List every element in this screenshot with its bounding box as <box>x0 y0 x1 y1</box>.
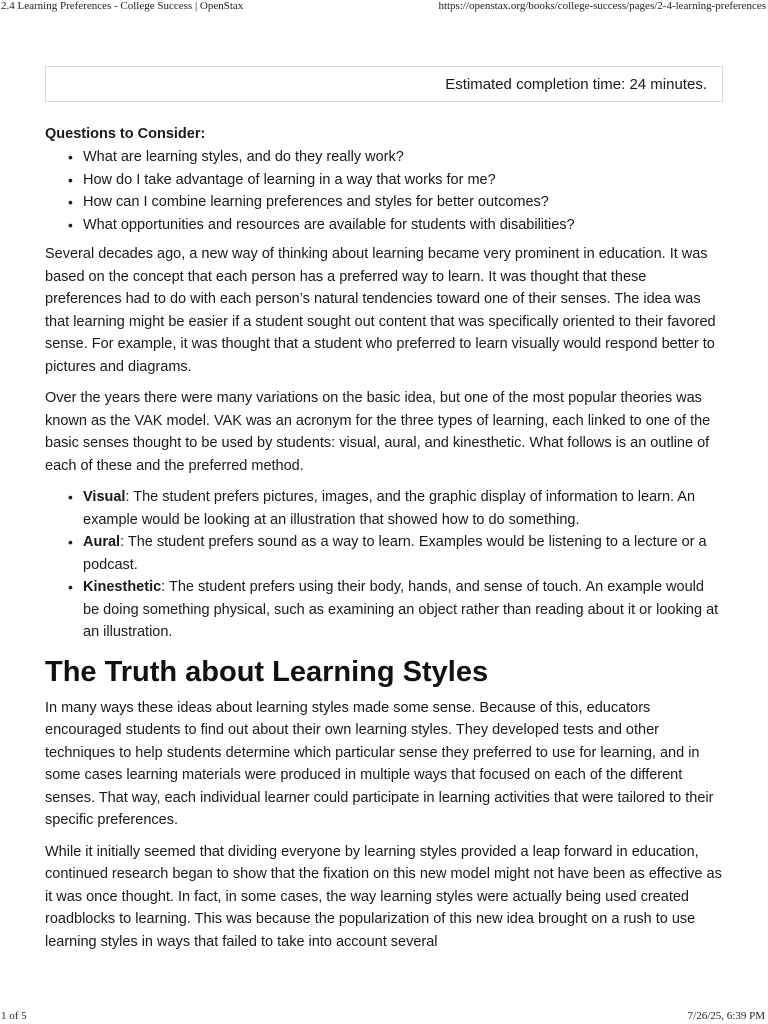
vak-list <box>45 486 723 644</box>
print-footer <box>0 1008 768 1024</box>
bullet-icon: • <box>68 579 73 595</box>
list-item <box>45 486 723 531</box>
questions-heading: Questions to Consider: <box>45 126 206 142</box>
bullet-icon: • <box>68 194 73 210</box>
paragraph-intro: Several decades ago, a new way of thinking about learning became very prominent in education. It was based on the concept that each person has a preferred way to learn. It was thought that these preferences had to do with each person’s natural tendencies toward one of their senses. The idea was that learning might be easier if a student sought out content that was specifically oriented to their favored sense. For example, it was thought that a student who preferred to learn visually would respond better to pictures and diagrams. <box>45 246 716 375</box>
question-text: How can I combine learning preferences and styles for better outcomes? <box>83 194 549 210</box>
vak-description: : The student prefers pictures, images, and the graphic display of information to learn. An example would be looking at an illustration that showed how to do something. <box>83 489 696 528</box>
paragraph-vak-model: Over the years there were many variations on the basic idea, but one of the most popular theories was known as the VAK model. VAK was an acronym for the three types of learning, each linked to one of the basic senses thought to be used by students: visual, aural, and kinesthetic. What follows is an outline of each of these and the preferred method. <box>45 390 711 474</box>
print-header-url: https://openstax.org/books/college-success/pages/2-4-learning-preferences <box>438 0 766 12</box>
question-text: How do I take advantage of learning in a way that works for me? <box>83 171 496 188</box>
paragraph-research: While it initially seemed that dividing everyone by learning styles provided a leap forward in education, continued research began to show that the fixation on this new model might not have been as effective as it was once thought. In fact, in some cases, the way learning styles were actually being used created roadblocks to learning. This was because the popularization of this new idea brought on a rush to use learning styles in ways that failed to take into account several <box>45 843 722 950</box>
list-item <box>45 146 723 169</box>
print-header-title: 2.4 Learning Preferences - College Success | OpenStax <box>1 0 244 12</box>
vak-term: Kinesthetic <box>83 579 162 595</box>
list-item <box>45 576 723 644</box>
list-item <box>45 169 723 192</box>
vak-description: : The student prefers sound as a way to learn. Examples would be listening to a lecture or a podcast. <box>83 534 707 573</box>
question-text: What opportunities and resources are available for students with disabilities? <box>83 216 575 233</box>
bullet-icon: • <box>68 489 73 505</box>
section-heading: The Truth about Learning Styles <box>45 655 489 688</box>
print-header <box>0 0 768 16</box>
page-number: 1 of 5 <box>1 1010 27 1022</box>
print-date: 7/26/25, 6:39 PM <box>687 1010 765 1022</box>
paragraph-learning-styles: In many ways these ideas about learning styles made some sense. Because of this, educators encouraged students to find out about their own learning styles. They developed tests and other techniques to help students determine which particular sense they preferred to use for learning, and in some cases learning materials were produced in multiple ways that focused on each of the different senses. That way, each individual learner could participate in learning activities that were tailored to their specific preferences. <box>45 699 714 828</box>
bullet-icon: • <box>68 534 73 550</box>
completion-time-box <box>45 66 723 102</box>
vak-term: Visual <box>83 489 126 505</box>
bullet-icon: • <box>68 149 73 165</box>
completion-time-text: Estimated completion time: 24 minutes. <box>445 76 707 93</box>
list-item <box>45 191 723 214</box>
bullet-icon: • <box>68 216 73 233</box>
questions-list <box>45 146 723 236</box>
bullet-icon: • <box>68 171 73 188</box>
list-item <box>45 531 723 576</box>
question-text: What are learning styles, and do they really work? <box>83 149 404 165</box>
vak-description: : The student prefers using their body, hands, and sense of touch. An example would be doing something physical, such as examining an object rather than reading about it or looking at an illustration. <box>83 579 719 640</box>
vak-term: Aural <box>83 534 121 550</box>
list-item <box>45 214 723 237</box>
page-content <box>45 66 723 953</box>
